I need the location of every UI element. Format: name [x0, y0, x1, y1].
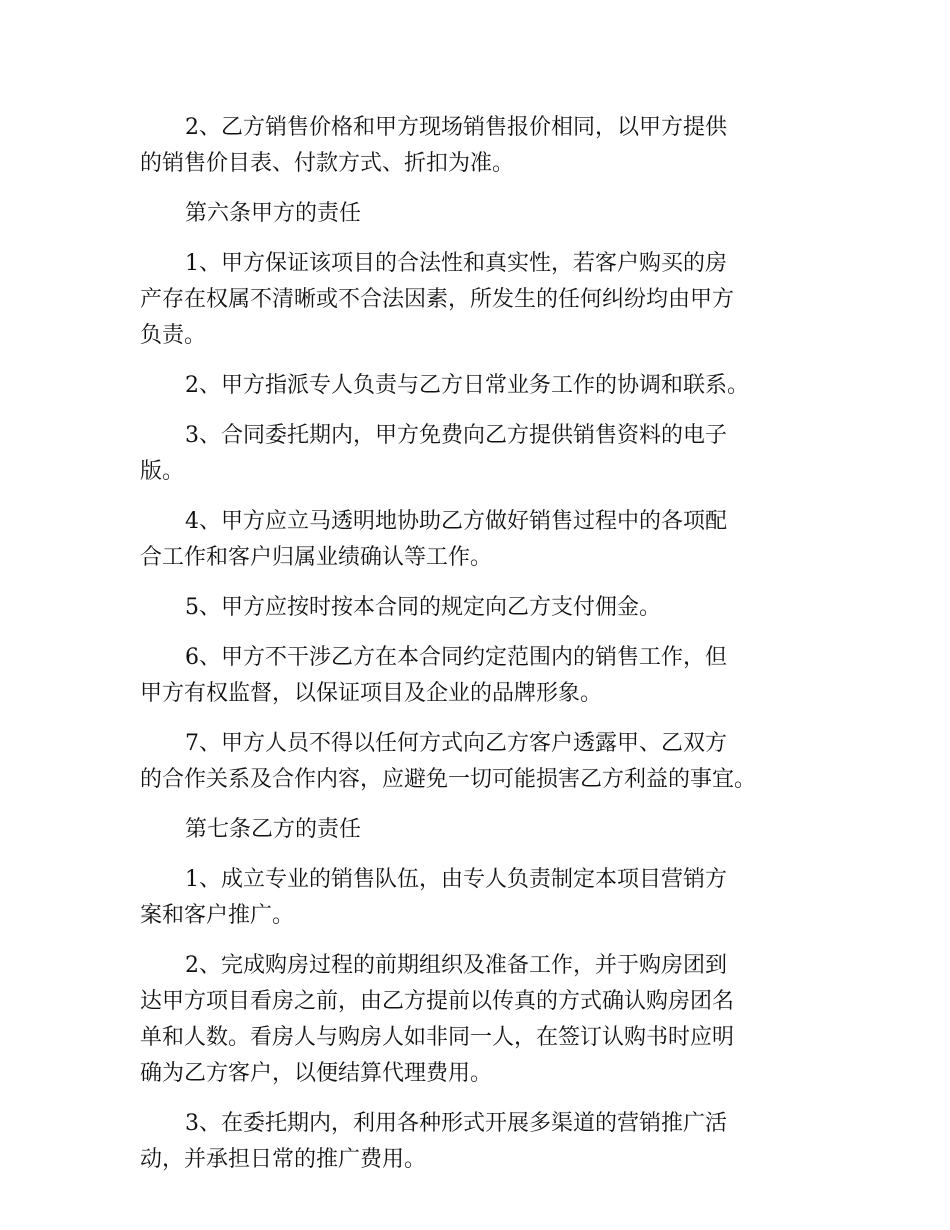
paragraph	[140, 1106, 860, 1178]
text-line: 2、乙方销售价格和甲方现场销售报价相同，以甲方提供	[185, 115, 727, 140]
paragraph	[140, 418, 860, 490]
document-body	[140, 110, 860, 1192]
text-line: 版。	[140, 459, 185, 484]
text-line: 5、甲方应按时按本合同的规定向乙方支付佣金。	[185, 595, 661, 620]
text-line: 案和客户推广。	[140, 903, 295, 928]
text-line: 单和人数。看房人与购房人如非同一人，在签订认购书时应明	[140, 1025, 735, 1050]
text-line: 1、甲方保证该项目的合法性和真实性，若客户购买的房	[185, 251, 727, 276]
paragraph	[140, 640, 860, 712]
text-line: 1、成立专业的销售队伍，由专人负责制定本项目营销方	[185, 867, 727, 892]
paragraph	[140, 246, 860, 354]
text-line: 产存在权属不清晰或不合法因素，所发生的任何纠纷均由甲方	[140, 287, 735, 312]
text-line: 4、甲方应立马透明地协助乙方做好销售过程中的各项配	[185, 509, 727, 534]
paragraph	[140, 948, 860, 1092]
paragraph	[140, 368, 860, 404]
text-line: 第六条甲方的责任	[185, 201, 362, 226]
paragraph	[140, 110, 860, 182]
text-line: 3、合同委托期内，甲方免费向乙方提供销售资料的电子	[185, 423, 727, 448]
paragraph	[140, 590, 860, 626]
text-line: 负责。	[140, 323, 207, 348]
text-line: 的合作关系及合作内容，应避免一切可能损害乙方利益的事宜。	[140, 767, 757, 792]
text-line: 2、完成购房过程的前期组织及准备工作，并于购房团到	[185, 953, 727, 978]
text-line: 合工作和客户归属业绩确认等工作。	[140, 545, 493, 570]
text-line: 7、甲方人员不得以任何方式向乙方客户透露甲、乙双方	[185, 731, 727, 756]
text-line: 甲方有权监督，以保证项目及企业的品牌形象。	[140, 681, 603, 706]
text-line: 达甲方项目看房之前，由乙方提前以传真的方式确认购房团名	[140, 989, 735, 1014]
paragraph	[140, 862, 860, 934]
text-line: 动，并承担日常的推广费用。	[140, 1147, 427, 1172]
section-heading	[140, 812, 860, 848]
text-line: 的销售价目表、付款方式、折扣为准。	[140, 151, 515, 176]
text-line: 确为乙方客户，以便结算代理费用。	[140, 1061, 493, 1086]
text-line: 2、甲方指派专人负责与乙方日常业务工作的协调和联系。	[185, 373, 749, 398]
text-line: 3、在委托期内，利用各种形式开展多渠道的营销推广活	[185, 1111, 727, 1136]
paragraph	[140, 726, 860, 798]
paragraph	[140, 504, 860, 576]
text-line: 第七条乙方的责任	[185, 817, 362, 842]
text-line: 6、甲方不干涉乙方在本合同约定范围内的销售工作，但	[185, 645, 727, 670]
section-heading	[140, 196, 860, 232]
